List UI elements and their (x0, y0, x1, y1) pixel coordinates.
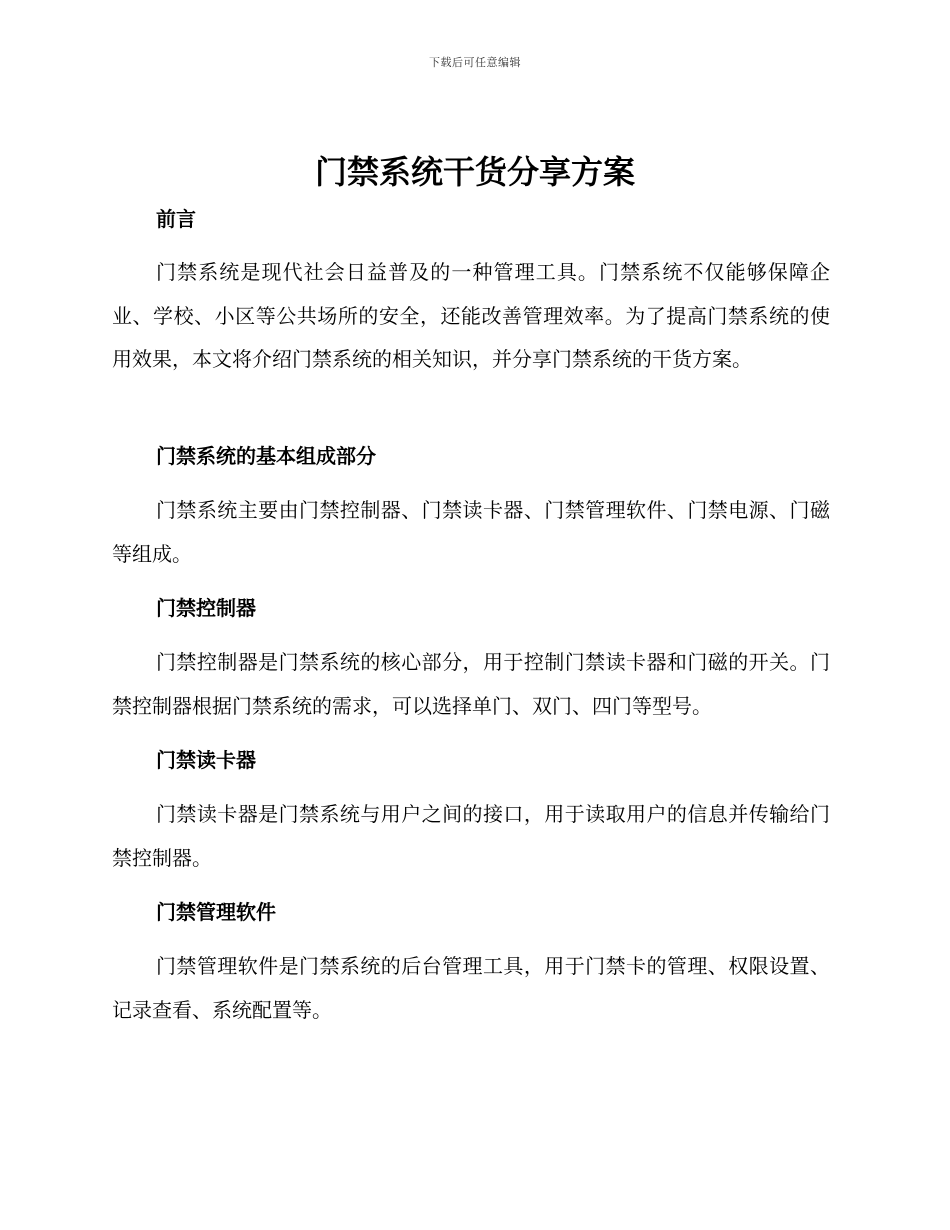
section-heading-components: 门禁系统的基本组成部分 (156, 444, 376, 468)
section-heading-software: 门禁管理软件 (156, 900, 276, 924)
section-heading-card-reader: 门禁读卡器 (156, 748, 256, 772)
section-paragraph-components: 门禁系统主要由门禁控制器、门禁读卡器、门禁管理软件、门禁电源、门磁等组成。 (112, 498, 830, 566)
header-note: 下载后可任意编辑 (429, 56, 521, 69)
document-title: 门禁系统干货分享方案 (314, 153, 635, 191)
section-paragraph-card-reader: 门禁读卡器是门禁系统与用户之间的接口，用于读取用户的信息并传输给门禁控制器。 (112, 802, 830, 870)
section-paragraph-controller: 门禁控制器是门禁系统的核心部分，用于控制门禁读卡器和门磁的开关。门禁控制器根据门禁系统的需求，可以选择单门、双门、四门等型号。 (112, 650, 830, 718)
section-paragraph-preface: 门禁系统是现代社会日益普及的一种管理工具。门禁系统不仅能够保障企业、学校、小区等公共场所的安全，还能改善管理效率。为了提高门禁系统的使用效果，本文将介绍门禁系统的相关知识，并分享门禁系统的干货方案。 (112, 260, 830, 371)
section-paragraph-software: 门禁管理软件是门禁系统的后台管理工具，用于门禁卡的管理、权限设置、记录查看、系统配置等。 (112, 954, 830, 1022)
section-heading-controller: 门禁控制器 (156, 596, 256, 620)
section-heading-preface: 前言 (156, 207, 196, 231)
